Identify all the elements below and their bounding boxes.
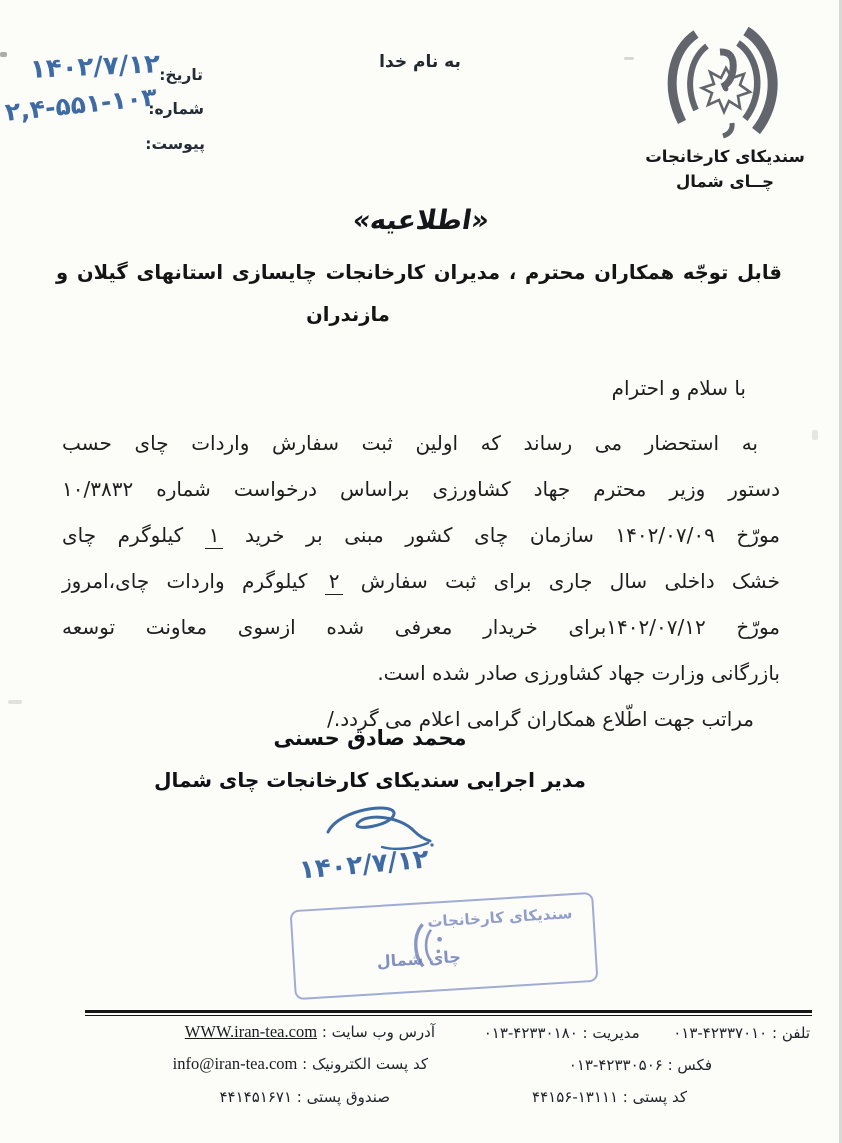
footer-email-row [173, 1054, 428, 1074]
heading-line1: قابل توجّه همکاران محترم ، مدیران کارخانجات چایسازی استانهای گیلان و [56, 261, 782, 284]
salutation-text: با سلام و احترام [611, 376, 746, 400]
body-line: مورّخ ۱۴۰۲/۰۷/۱۲برای خریدار معرفی شده ازسوی معاونت توسعه [62, 615, 780, 639]
date-field-handwritten-value: ۱۴۰۲/۷/۱۲ [29, 49, 161, 85]
underlined-quantity: ۱ [205, 523, 224, 549]
letter-body [62, 420, 780, 742]
body-line [62, 558, 780, 604]
noise-speck [624, 57, 634, 60]
postal-code-value: ۴۴۱۵۶-۱۳۱۱۱ [532, 1088, 619, 1106]
noise-speck [0, 52, 7, 57]
attachment-field-label: پیوست: [145, 135, 205, 153]
org-name-line2: چــای شمال [675, 172, 775, 191]
body-line-text: کیلوگرم واردات چای،امروز [62, 569, 325, 593]
body-line-text: خشک داخلی سال جاری برای ثبت سفارش [343, 569, 780, 593]
footer-divider [85, 1010, 812, 1016]
noise-speck [812, 430, 818, 440]
handwritten-date-under-signature: ۱۴۰۲/۷/۱۲ [297, 844, 431, 886]
phone-label: تلفن : [772, 1024, 810, 1042]
date-field-label: تاریخ: [159, 66, 203, 84]
number-field-label: شماره: [148, 100, 204, 118]
bismillah-text: به نام خدا [379, 52, 461, 72]
body-line-text: مورّخ ۱۴۰۲/۰۷/۰۹ سازمان چای کشور مبنی بر خرید [223, 523, 780, 547]
heading-line2: مازندران [306, 303, 390, 326]
website-value: WWW.iran-tea.com [184, 1022, 318, 1041]
body-line: دستور وزیر محترم جهاد کشاورزی براساس درخواست شماره ۱۰/۳۸۳۲ [62, 477, 780, 501]
stamp-org-line2: چای شمال [376, 947, 462, 972]
email-value: info@iran-tea.com [172, 1054, 298, 1073]
letter-title: «اطلاعیه» [350, 205, 492, 236]
signatory-role: مدیر اجرایی سندیکای کارخانجات چای شمال [154, 768, 586, 792]
phone-value: ۰۱۳-۴۲۳۳۷۰۱۰ [673, 1024, 768, 1042]
postal-code-label: کد پستی : [622, 1088, 687, 1106]
pobox-label: صندوق پستی : [296, 1088, 390, 1106]
noise-speck [8, 700, 22, 704]
org-name-line1: سندیکای کارخانجات [645, 147, 805, 166]
footer-postal-code-row [532, 1088, 687, 1106]
signatory-name: محمد صادق حسنی [273, 726, 467, 750]
body-line: بازرگانی وزارت جهاد کشاورزی صادر شده است. [377, 661, 780, 685]
footer-website-row [185, 1022, 435, 1042]
management-phone-value: ۰۱۳-۴۲۳۳۰۱۸۰ [483, 1024, 578, 1042]
underlined-quantity: ۲ [325, 569, 344, 595]
website-label: آدرس وب سایت : [321, 1023, 435, 1041]
body-line: مراتب جهت اطّلاع همکاران گرامی اعلام می گردد./ [327, 707, 754, 731]
pobox-value: ۴۴۱۴۵۱۶۷۱ [219, 1088, 293, 1106]
stamp-org-line1: سندیکای کارخانجات [426, 904, 573, 931]
number-field-handwritten-value: ۲,۴-۵۵۱-۱۰۳ [3, 82, 159, 127]
organization-stamp [290, 892, 599, 1000]
footer-pobox-row [220, 1088, 391, 1106]
fax-value: ۰۱۳-۴۲۳۳۰۵۰۶ [568, 1056, 663, 1074]
email-label: کد پست الکترونیک : [302, 1055, 428, 1073]
body-line [62, 512, 780, 558]
footer-phone-row [484, 1024, 810, 1042]
footer-fax-row [569, 1056, 712, 1074]
body-line: به استحضار می رساند که اولین ثبت سفارش واردات چای حسب [62, 431, 758, 455]
tea-syndicate-logo-icon [643, 26, 805, 144]
fax-label: فکس : [667, 1056, 712, 1074]
body-line-text: کیلوگرم چای [62, 523, 205, 547]
management-phone-label: مدیریت : [582, 1024, 640, 1042]
